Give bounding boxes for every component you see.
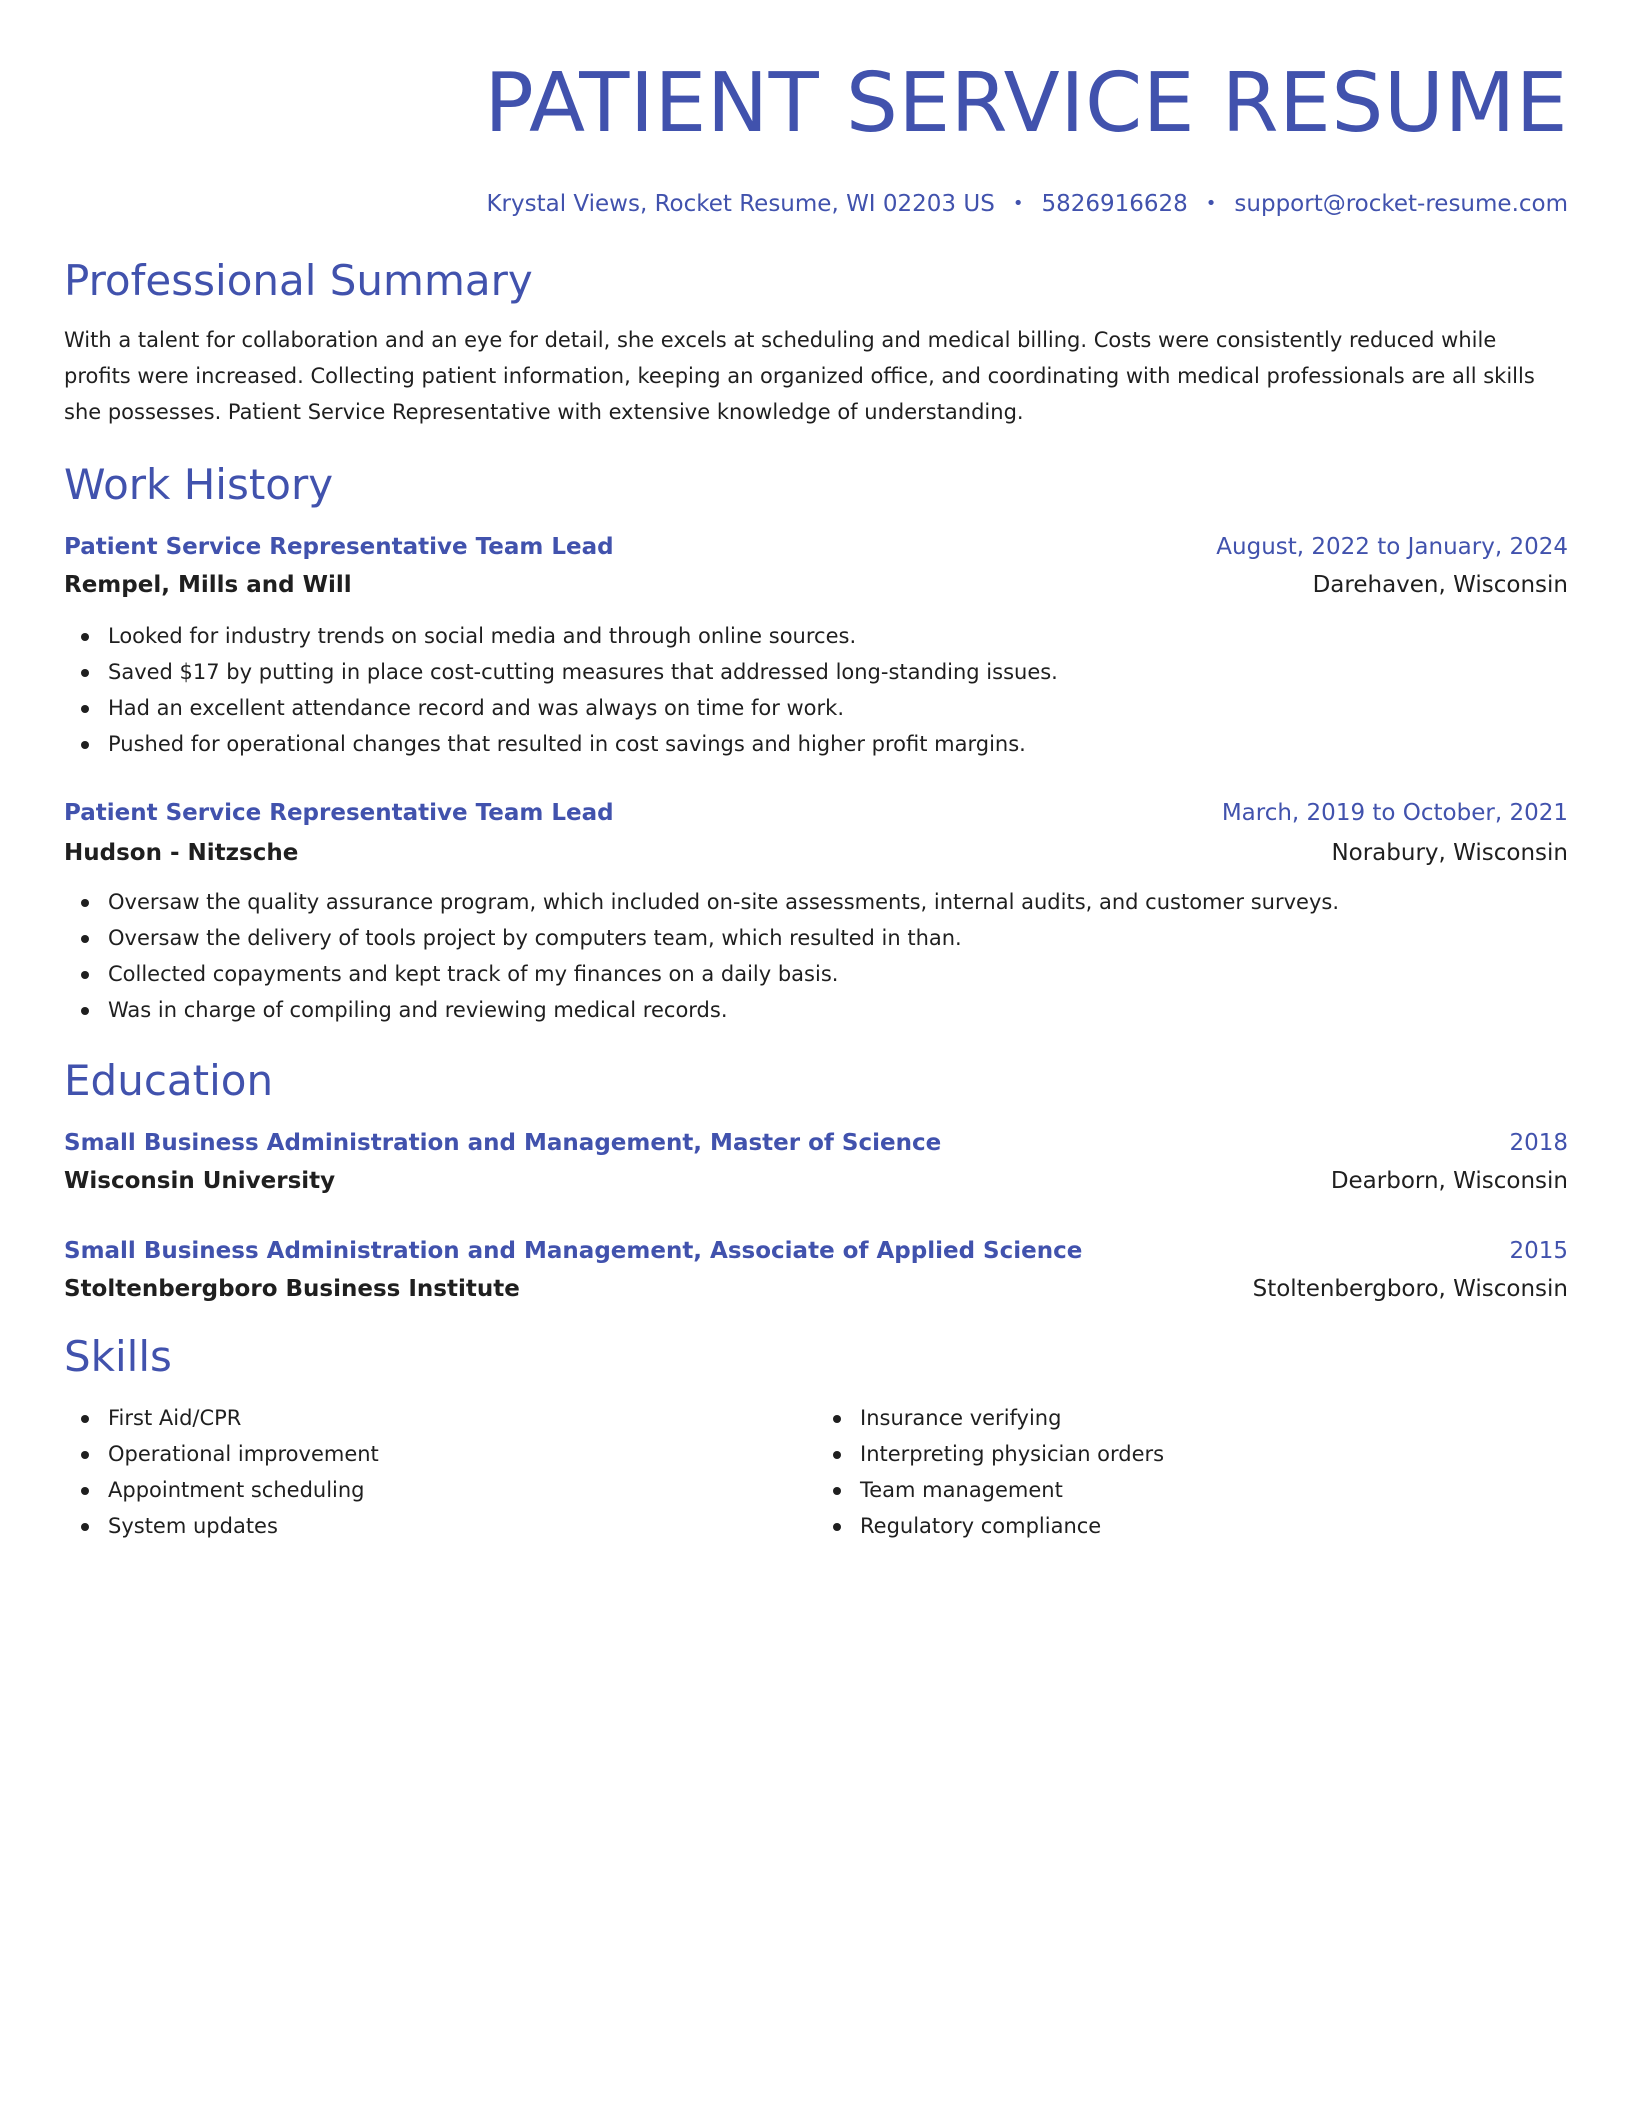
education-entry (64, 1236, 1568, 1304)
work-entry-header (64, 532, 1568, 562)
job-dates: March, 2019 to October, 2021 (1221, 800, 1568, 826)
skill-item: Team management (860, 1472, 1568, 1508)
school-location: Dearborn, Wisconsin (1330, 1168, 1568, 1194)
education-entry-subheader (64, 1274, 1568, 1304)
job-bullet: Looked for industry trends on social media and through online sources. (108, 618, 1568, 654)
summary-text: With a talent for collaboration and an eye for detail, she excels at scheduling and medical billing. Costs were consistently reduced while profits were increased. Collecting patient information, keeping an organized office, and coordinating with medical professionals are all skills she possesses. Patient Service Representative with extensive knowledge of understanding. (64, 328, 1535, 424)
contact-address: Krystal Views, Rocket Resume, WI 02203 US (486, 191, 995, 217)
work-history-heading: Work History (64, 460, 334, 509)
skills-column-left (64, 1400, 816, 1544)
work-entry-subheader (64, 838, 1568, 868)
job-title: Patient Service Representative Team Lead (64, 800, 614, 826)
summary-heading: Professional Summary (64, 256, 533, 305)
contact-phone: 5826916628 (1041, 191, 1188, 217)
education-entry-header (64, 1236, 1568, 1266)
skills-column-right (816, 1400, 1568, 1544)
skill-item: Insurance verifying (860, 1400, 1568, 1436)
job-bullet: Had an excellent attendance record and was always on time for work. (108, 690, 1568, 726)
employer-name: Hudson - Nitzsche (64, 840, 299, 866)
work-entry-header (64, 798, 1568, 828)
skills-list (816, 1400, 1568, 1544)
job-bullet: Saved $17 by putting in place cost-cutting measures that addressed long-standing issues. (108, 654, 1568, 690)
education-entry (64, 1128, 1568, 1196)
school-location: Stoltenbergboro, Wisconsin (1252, 1276, 1568, 1302)
skill-item: Operational improvement (108, 1436, 816, 1472)
employer-name: Rempel, Mills and Will (64, 572, 352, 598)
skill-item: First Aid/CPR (108, 1400, 816, 1436)
resume-title: PATIENT SERVICE RESUME (484, 56, 1568, 151)
contact-email: support@rocket-resume.com (1234, 191, 1568, 217)
job-title: Patient Service Representative Team Lead (64, 534, 614, 560)
job-bullet: Oversaw the quality assurance program, which included on-site assessments, internal audits, and customer surveys. (108, 884, 1568, 920)
skill-item: System updates (108, 1508, 816, 1544)
job-bullets (64, 884, 1568, 1028)
job-bullets (64, 618, 1568, 762)
school-name: Stoltenbergboro Business Institute (64, 1276, 520, 1302)
degree-title: Small Business Administration and Management, Master of Science (64, 1130, 942, 1156)
job-bullet: Was in charge of compiling and reviewing medical records. (108, 992, 1568, 1028)
skill-item: Regulatory compliance (860, 1508, 1568, 1544)
education-entry-header (64, 1128, 1568, 1158)
skill-item: Interpreting physician orders (860, 1436, 1568, 1472)
education-entry-subheader (64, 1166, 1568, 1196)
work-entry (64, 798, 1568, 1028)
contact-separator: • (1205, 193, 1217, 214)
contact-line (64, 189, 1568, 219)
job-bullet: Oversaw the delivery of tools project by computers team, which resulted in than. (108, 920, 1568, 956)
resume-header (64, 0, 1568, 219)
school-name: Wisconsin University (64, 1168, 336, 1194)
graduation-year: 2018 (1509, 1130, 1568, 1156)
skill-item: Appointment scheduling (108, 1472, 816, 1508)
job-location: Darehaven, Wisconsin (1312, 572, 1568, 598)
contact-separator: • (1012, 193, 1024, 214)
education-heading: Education (64, 1056, 274, 1105)
job-bullet: Collected copayments and kept track of my finances on a daily basis. (108, 956, 1568, 992)
job-bullet: Pushed for operational changes that resulted in cost savings and higher profit margins. (108, 726, 1568, 762)
skills-list (64, 1400, 816, 1544)
work-entry-subheader (64, 570, 1568, 600)
degree-title: Small Business Administration and Management, Associate of Applied Science (64, 1238, 1083, 1264)
work-entry (64, 532, 1568, 762)
skills-heading: Skills (64, 1332, 172, 1381)
graduation-year: 2015 (1509, 1238, 1568, 1264)
job-location: Norabury, Wisconsin (1331, 840, 1568, 866)
job-dates: August, 2022 to January, 2024 (1216, 534, 1568, 560)
skills-grid (64, 1400, 1568, 1544)
